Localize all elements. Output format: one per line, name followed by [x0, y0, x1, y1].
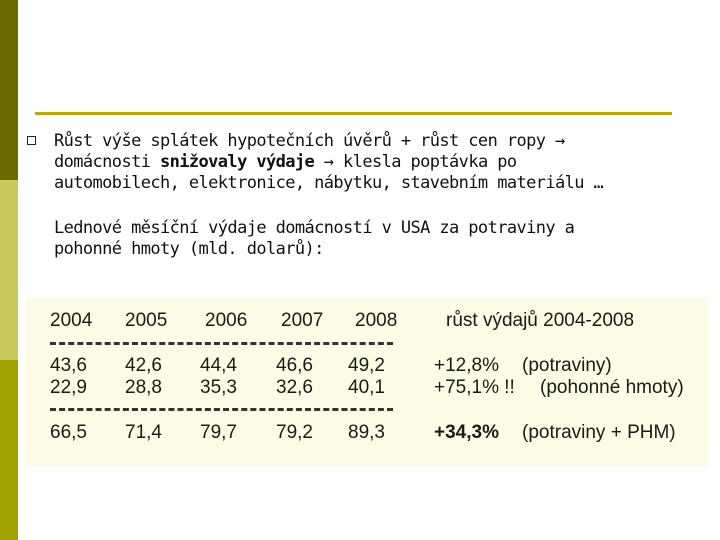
growth-fuel: +75,1% !! — [434, 377, 515, 398]
year-2008-header: 2008 — [355, 310, 398, 331]
cell-fuel-2007: 32,6 — [276, 377, 313, 398]
cell-total-2008: 89,3 — [348, 422, 385, 443]
sidebar-light-band — [0, 180, 18, 360]
intro-line-2: pohonné hmoty (mld. dolarů): — [54, 239, 324, 259]
year-2005-header: 2005 — [125, 310, 168, 331]
cell-total-2007: 79,2 — [276, 422, 313, 443]
cell-total-2004: 66,5 — [50, 422, 87, 443]
cell-fuel-2004: 22,9 — [50, 377, 87, 398]
bullet-line-2-bold: snižovaly výdaje — [159, 152, 315, 172]
cell-fuel-2005: 28,8 — [125, 377, 162, 398]
bullet-line-2 — [54, 152, 694, 173]
cell-food-2007: 46,6 — [276, 355, 313, 376]
cell-total-2006: 79,7 — [200, 422, 237, 443]
cell-food-2006: 44,4 — [200, 355, 237, 376]
cell-food-2005: 42,6 — [125, 355, 162, 376]
growth-header: růst výdajů 2004-2008 — [446, 310, 635, 331]
label-food: (potraviny) — [522, 355, 612, 376]
growth-food: +12,8% — [434, 355, 499, 376]
label-total: (potraviny + PHM) — [522, 422, 676, 443]
label-fuel: (pohonné hmoty) — [540, 377, 684, 398]
sidebar-olive-band — [0, 360, 18, 540]
dashed-separator-top — [50, 342, 393, 345]
sidebar-dark-band — [0, 0, 18, 180]
growth-total: +34,3% — [434, 422, 499, 443]
cell-food-2008: 49,2 — [348, 355, 385, 376]
year-2004-header: 2004 — [50, 310, 93, 331]
cell-food-2004: 43,6 — [50, 355, 87, 376]
square-bullet-icon — [27, 136, 36, 145]
title-rule — [35, 112, 672, 115]
year-2007-header: 2007 — [281, 310, 324, 331]
cell-fuel-2006: 35,3 — [200, 377, 237, 398]
cell-total-2005: 71,4 — [125, 422, 162, 443]
bullet-line-2-pre: domácnosti — [54, 152, 160, 172]
year-2006-header: 2006 — [205, 310, 248, 331]
bullet-line-2-post: → klesla poptávka po — [314, 152, 517, 172]
intro-line-1: Lednové měsíční výdaje domácností v USA za potraviny a — [54, 218, 575, 238]
bullet-paragraph — [54, 131, 694, 194]
cell-fuel-2008: 40,1 — [348, 377, 385, 398]
bullet-line-3: automobilech, elektronice, nábytku, stavebním materiálu … — [54, 173, 604, 193]
bullet-line-1: Růst výše splátek hypotečních úvěrů + růst cen ropy → — [54, 131, 565, 151]
intro-paragraph — [54, 218, 694, 260]
dashed-separator-bottom — [50, 408, 393, 411]
